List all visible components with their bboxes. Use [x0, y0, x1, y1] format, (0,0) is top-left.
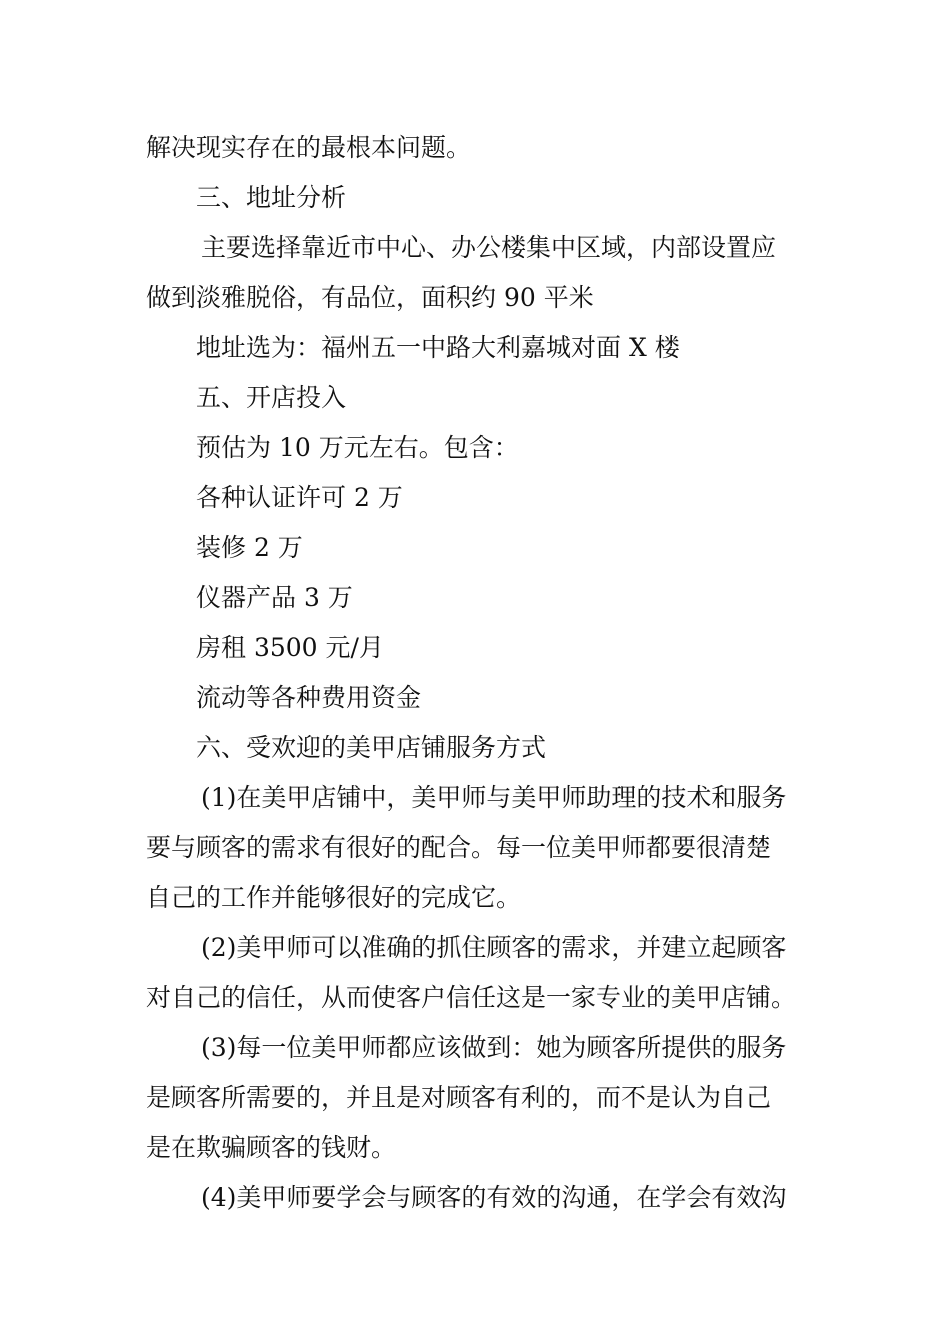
text-line: 要与顾客的需求有很好的配合。每一位美甲师都要很清楚: [146, 833, 772, 862]
text-line: 自己的工作并能够很好的完成它。: [146, 883, 522, 912]
text-line: 解决现实存在的最根本问题。: [146, 133, 472, 162]
text-line: 地址选为：福州五一中路大利嘉城对面 X 楼: [196, 333, 680, 362]
section-heading: 五、开店投入: [196, 383, 347, 412]
text-line: 是顾客所需要的，并且是对顾客有利的，而不是认为自己: [146, 1083, 772, 1112]
text-line: 房租 3500 元/月: [196, 633, 384, 662]
text-line: 预估为 10 万元左右。包含：: [196, 433, 519, 462]
section-heading: 六、受欢迎的美甲店铺服务方式: [196, 733, 547, 762]
text-line: 做到淡雅脱俗，有品位，面积约 90 平米: [146, 283, 594, 312]
text-line: (4)美甲师要学会与顾客的有效的沟通，在学会有效沟: [201, 1183, 787, 1212]
text-line: (2)美甲师可以准确的抓住顾客的需求，并建立起顾客: [201, 933, 787, 962]
text-line: 装修 2 万: [196, 533, 303, 562]
text-line: (3)每一位美甲师都应该做到：她为顾客所提供的服务: [201, 1033, 787, 1062]
text-line: 主要选择靠近市中心、办公楼集中区域，内部设置应: [201, 233, 777, 262]
text-line: (1)在美甲店铺中，美甲师与美甲师助理的技术和服务: [201, 783, 787, 812]
text-line: 流动等各种费用资金: [196, 683, 422, 712]
section-heading: 三、地址分析: [196, 183, 347, 212]
text-line: 是在欺骗顾客的钱财。: [146, 1133, 397, 1162]
text-line: 对自己的信任，从而使客户信任这是一家专业的美甲店铺。: [146, 983, 797, 1012]
text-line: 仪器产品 3 万: [196, 583, 353, 612]
text-line: 各种认证许可 2 万: [196, 483, 403, 512]
